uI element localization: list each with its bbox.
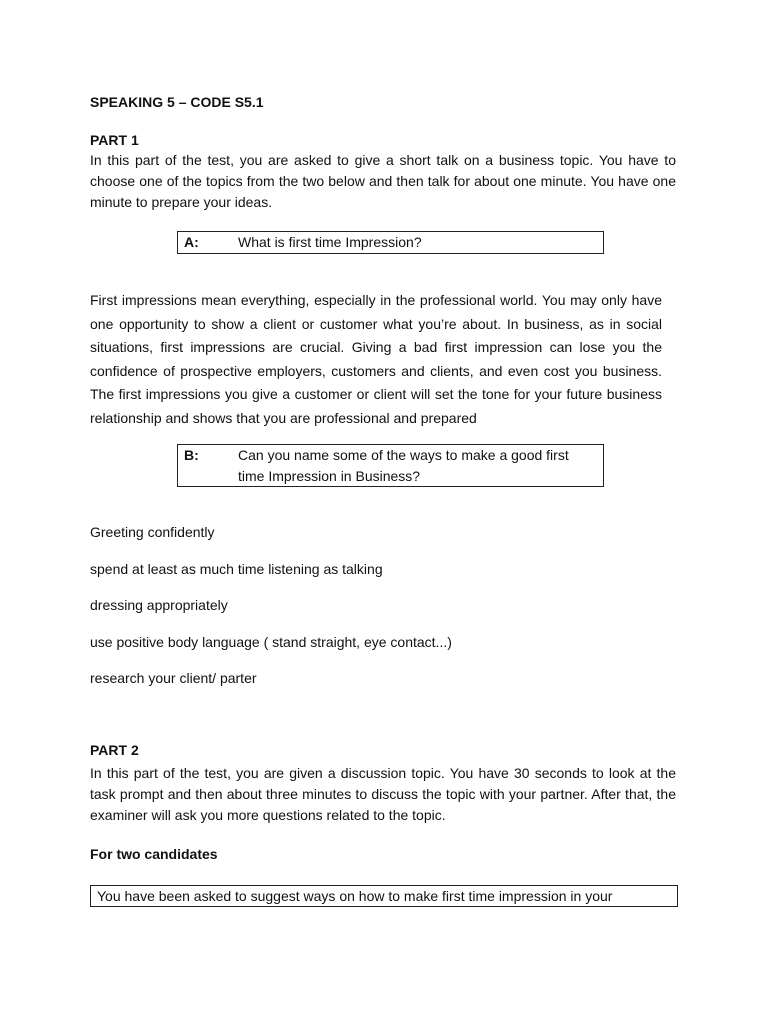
part2-subheading: For two candidates [90, 846, 218, 862]
topic-a-box [177, 231, 604, 254]
discussion-prompt-text: You have been asked to suggest ways on how to make first time impression in your [97, 888, 613, 904]
list-item: use positive body language ( stand straight, eye contact...) [90, 634, 452, 650]
list-item: dressing appropriately [90, 597, 228, 613]
document-title: SPEAKING 5 – CODE S5.1 [90, 94, 264, 110]
list-item: spend at least as much time listening as talking [90, 561, 383, 577]
topic-b-question-line1: Can you name some of the ways to make a good first [238, 447, 569, 463]
topic-a-question: What is first time Impression? [238, 234, 422, 250]
list-item: Greeting confidently [90, 524, 215, 540]
discussion-prompt-box [90, 885, 678, 907]
topic-b-box [177, 444, 604, 487]
part2-heading: PART 2 [90, 742, 139, 758]
part1-intro: In this part of the test, you are asked to give a short talk on a business topic. You have to choose one of the topics from the two below and then talk for about one minute. You have one minute to prepare your ideas. [90, 152, 676, 210]
topic-a-label: A: [184, 234, 199, 250]
part2-intro: In this part of the test, you are given a discussion topic. You have 30 seconds to look at the task prompt and then about three minutes to discuss the topic with your partner. After that, the examiner will ask you more questions related to the topic. [90, 765, 676, 823]
topic-a-answer: First impressions mean everything, especially in the professional world. You may only have one opportunity to show a client or customer what you’re about. In business, as in social situations, first impressions are crucial. Giving a bad first impression can lose you the confidence of prospective employers, customers and clients, and even cost you business. The first impressions you give a customer or client will set the tone for your future business relationship and shows that you are professional and prepared [90, 292, 662, 426]
topic-b-question-line2: time Impression in Business? [238, 468, 421, 484]
list-item: research your client/ parter [90, 670, 257, 686]
topic-b-label: B: [184, 447, 199, 463]
part1-heading: PART 1 [90, 132, 139, 148]
